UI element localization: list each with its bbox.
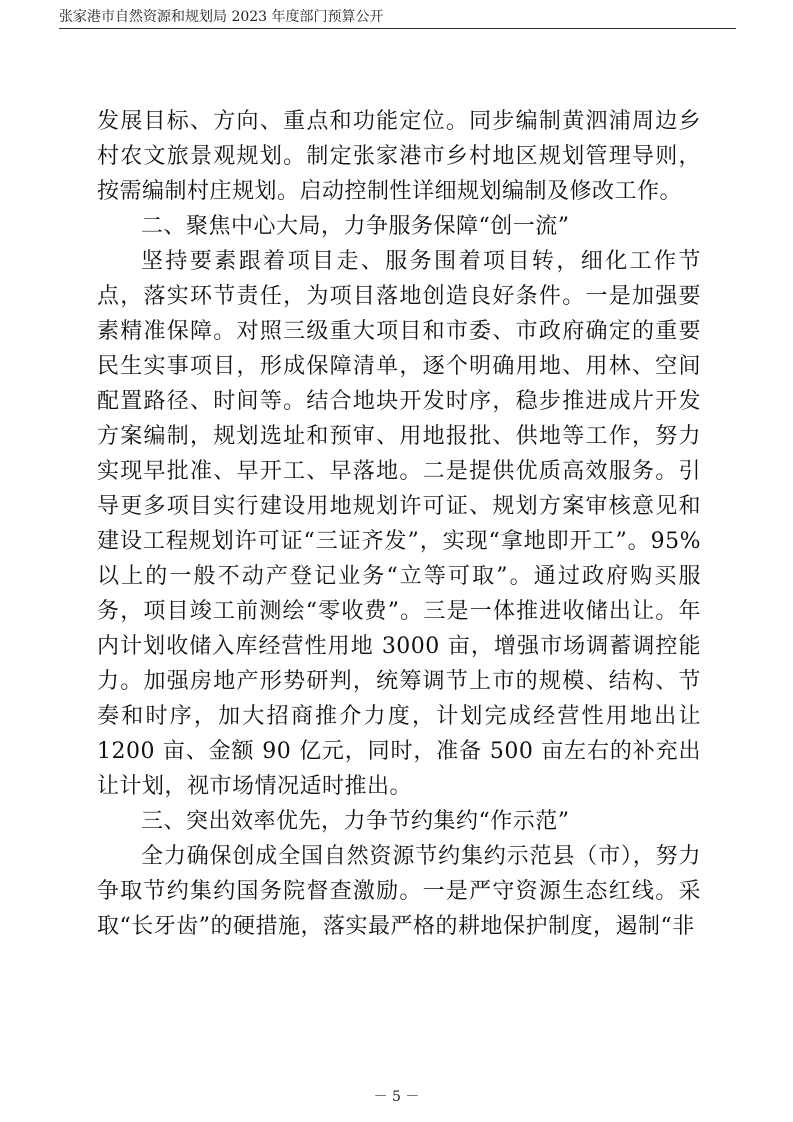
document-body xyxy=(97,104,701,944)
page-number: － 5 － xyxy=(373,1089,420,1105)
section-heading-2: 二、聚焦中心大局，力争服务保障“创一流” xyxy=(141,214,570,239)
header-divider xyxy=(59,28,736,29)
paragraph-land-saving: 全力确保创成全国自然资源节约集约示范县（市），努力争取节约集约国务院督查激励。一是严守资源生态红线。采取“长牙齿”的硬措施，落实最严格的耕地保护制度，遏制“非 xyxy=(97,844,701,939)
paragraph-continuation: 发展目标、方向、重点和功能定位。同步编制黄泗浦周边乡村农文旅景观规划。制定张家港市乡村地区规划管理导则，按需编制村庄规划。启动控制性详细规划编制及修改工作。 xyxy=(97,109,701,204)
section-heading-3: 三、突出效率优先，力争节约集约“作示范” xyxy=(141,809,570,834)
running-header: 张家港市自然资源和规划局 2023 年度部门预算公开 xyxy=(59,9,384,25)
paragraph-service-guarantee: 坚持要素跟着项目走、服务围着项目转，细化工作节点，落实环节责任，为项目落地创造良好条件。一是加强要素精准保障。对照三级重大项目和市委、市政府确定的重要民生实事项目，形成保障清单，逐个明确用地、用林、空间配置路径、时间等。结合地块开发时序，稳步推进成片开发方案编制，规划选址和预审、用地报批、供地等工作，努力实现早批准、早开工、早落地。二是提供优质高效服务。引导更多项目实行建设用地规划许可证、规划方案审核意见和建设工程规划许可证“三证齐发”，实现“拿地即开工”。95%以上的一般不动产登记业务“立等可取”。通过政府购买服务，项目竣工前测绘“零收费”。三是一体推进收储出让。年内计划收储入库经营性用地 3000 亩，增强市场调蓄调控能力。加强房地产形势研判，统筹调节上市的规模、结构、节奏和时序，加大招商推介力度，计划完成经营性用地出让 1200 亩、金额 90 亿元，同时，准备 500 亩左右的补充出让计划，视市场情况适时推出。 xyxy=(97,249,701,799)
